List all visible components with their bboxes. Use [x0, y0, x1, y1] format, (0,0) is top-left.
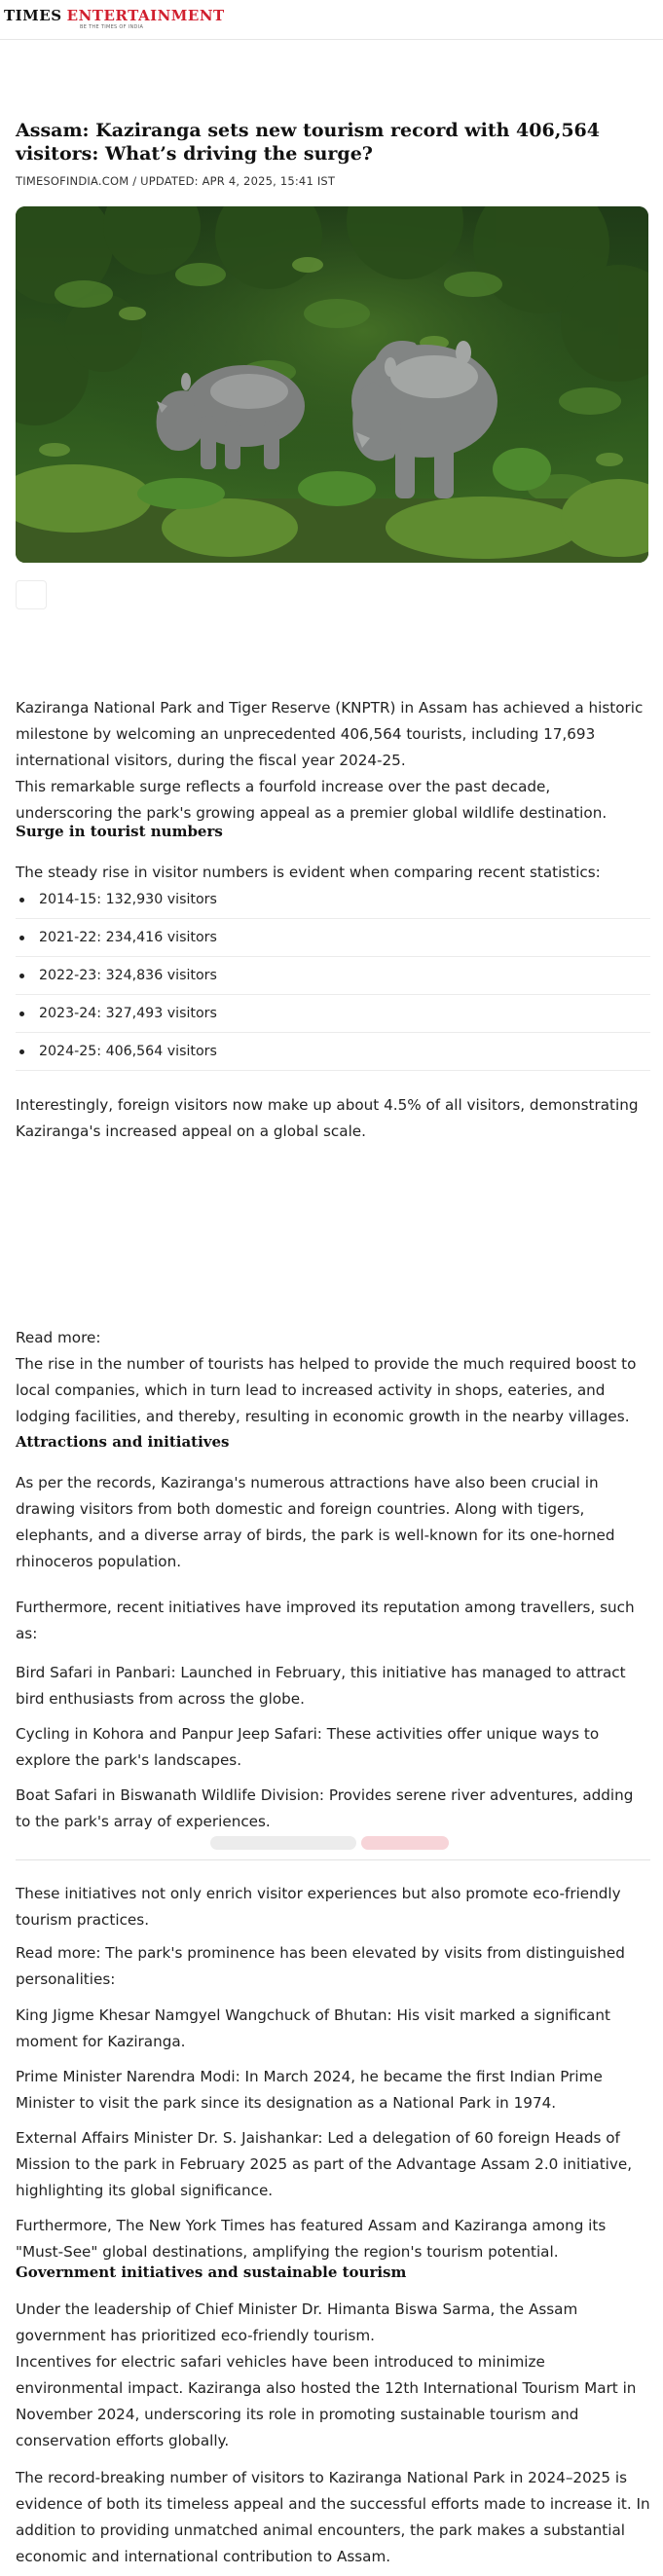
boat-safari-paragraph: Boat Safari in Biswanath Wildlife Division: Provides serene river adventures, adding to the park's array of experiences.	[16, 1786, 634, 1830]
promo-placeholder-accent	[361, 1836, 449, 1850]
economy-paragraph: The rise in the number of tourists has helped to provide the much required boost to local companies, which in turn lead to increased activity in shops, eateries, and lodging facilities, and thereby, resulting in economic growth in the nearby villages.	[16, 1355, 637, 1425]
article-byline: TIMESOFINDIA.COM / UPDATED: APR 4, 2025, 15:41 IST	[16, 174, 336, 188]
site-header	[0, 0, 663, 40]
site-logo[interactable]	[4, 6, 225, 30]
promo-placeholder	[210, 1836, 356, 1850]
intro-paragraph-1: Kaziranga National Park and Tiger Reserve (KNPTR) in Assam has achieved a historic milestone by welcoming an unprecedented 406,564 tourists, including 17,693 international visitors, during the fiscal year 2024-25.	[16, 699, 644, 769]
list-item: 2014-15: 132,930 visitors	[16, 881, 650, 919]
visitor-stats-list	[16, 881, 650, 1071]
conclusion-paragraph: The record-breaking number of visitors to Kaziranga National Park in 2024–2025 is evidence of both its timeless appeal and the successful efforts made to increase it. In addition to providing unmatched animal encounters, the park makes a substantial economic and international contribution to Assam.	[16, 2469, 650, 2565]
heading-surge: Surge in tourist numbers	[16, 823, 223, 840]
surge-intro: The steady rise in visitor numbers is evident when comparing recent statistics:	[16, 864, 601, 881]
government-paragraph-2: Incentives for electric safari vehicles have been introduced to minimize environmental impact. Kaziranga also hosted the 12th International Tourism Mart in November 2024, underscoring its role in promoting sustainable tourism and conservation efforts globally.	[16, 2353, 637, 2449]
modi-paragraph: Prime Minister Narendra Modi: In March 2024, he became the first Indian Prime Minister to visit the park since its designation as a National Park in 1974.	[16, 2068, 603, 2112]
read-more-personalities[interactable]: Read more: The park's prominence has been elevated by visits from distinguished personalities:	[16, 1944, 625, 1988]
list-item: 2023-24: 327,493 visitors	[16, 995, 650, 1033]
government-paragraph-1: Under the leadership of Chief Minister Dr. Himanta Biswa Sarma, the Assam government has prioritized eco-friendly tourism.	[16, 2300, 578, 2344]
heading-attractions: Attractions and initiatives	[16, 1433, 230, 1451]
hero-image-rhinos	[16, 206, 648, 563]
read-more-link[interactable]: Read more:	[16, 1329, 101, 1346]
intro-paragraph-2: This remarkable surge reflects a fourfold increase over the past decade, underscoring the park's growing appeal as a premier global wildlife destination.	[16, 778, 608, 822]
attractions-paragraph: As per the records, Kaziranga's numerous attractions have also been crucial in drawing visitors from both domestic and foreign countries. Along with tigers, elephants, and a diverse array of birds, the park is well-known for its one-horned rhinoceros population.	[16, 1474, 615, 1570]
list-item: 2021-22: 234,416 visitors	[16, 919, 650, 957]
article-title: Assam: Kaziranga sets new tourism record with 406,564 visitors: What’s driving the surge?	[16, 120, 600, 165]
image-caption-icon	[16, 580, 47, 609]
rhino-illustration	[16, 206, 648, 563]
king-paragraph: King Jigme Khesar Namgyel Wangchuck of Bhutan: His visit marked a significant moment for Kaziranga.	[16, 2006, 610, 2050]
promo-strip	[16, 1828, 650, 1860]
list-item: 2022-23: 324,836 visitors	[16, 957, 650, 995]
list-item: 2024-25: 406,564 visitors	[16, 1033, 650, 1071]
cycling-paragraph: Cycling in Kohora and Panpur Jeep Safari: These activities offer unique ways to explore the park's landscapes.	[16, 1725, 600, 1769]
eco-paragraph: These initiatives not only enrich visitor experiences but also promote eco-friendly tourism practices.	[16, 1885, 621, 1929]
foreign-visitors-paragraph: Interestingly, foreign visitors now make up about 4.5% of all visitors, demonstrating Kaziranga's increased appeal on a global scale.	[16, 1096, 639, 1140]
logo-subtitle: BE THE TIMES OF INDIA	[80, 24, 144, 30]
jaishankar-paragraph: External Affairs Minister Dr. S. Jaishankar: Led a delegation of 60 foreign Heads of Mission to the park in February 2025 as part of the Advantage Assam 2.0 initiative, highlighting its global significance.	[16, 2129, 633, 2199]
bird-safari-paragraph: Bird Safari in Panbari: Launched in February, this initiative has managed to attract bird enthusiasts from across the globe.	[16, 1664, 626, 1708]
nyt-paragraph: Furthermore, The New York Times has featured Assam and Kaziranga among its "Must-See" global destinations, amplifying the region's tourism potential.	[16, 2217, 607, 2261]
initiatives-intro: Furthermore, recent initiatives have improved its reputation among travellers, such as:	[16, 1599, 635, 1642]
heading-government: Government initiatives and sustainable tourism	[16, 2263, 407, 2281]
logo-entertainment-text: ENTERTAINMENT	[66, 7, 225, 24]
logo-times-text: TIMES	[4, 7, 62, 24]
